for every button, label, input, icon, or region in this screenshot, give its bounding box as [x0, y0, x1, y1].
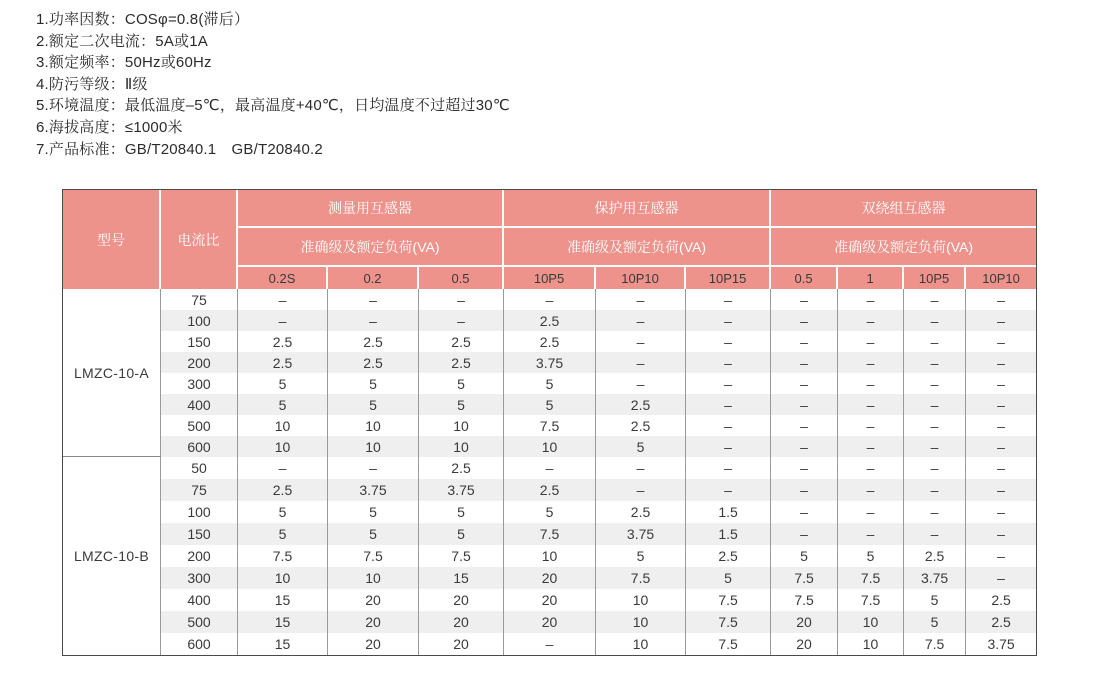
- value-cell: 5: [238, 394, 328, 415]
- value-cell: 15: [238, 633, 328, 655]
- value-cell: 10: [328, 415, 419, 436]
- accuracy-class-header: 10P15: [686, 267, 771, 289]
- value-cell: 5: [596, 545, 686, 567]
- model-column-header: 型号: [63, 190, 161, 289]
- ratio-cell: 200: [161, 352, 238, 373]
- value-cell: 7.5: [686, 633, 771, 655]
- value-cell: 2.5: [419, 331, 504, 352]
- value-cell: 5: [904, 589, 966, 611]
- value-cell: 20: [328, 589, 419, 611]
- value-cell: 5: [686, 567, 771, 589]
- value-cell: –: [328, 289, 419, 310]
- table-row: [63, 545, 1036, 567]
- table-row: [63, 394, 1036, 415]
- value-cell: 3.75: [904, 567, 966, 589]
- value-cell: –: [596, 289, 686, 310]
- table-row: [63, 589, 1036, 611]
- ratio-cell: 600: [161, 436, 238, 457]
- ratio-cell: 100: [161, 310, 238, 331]
- value-cell: –: [966, 415, 1036, 436]
- value-cell: 5: [504, 373, 596, 394]
- value-cell: –: [966, 289, 1036, 310]
- spec-line-altitude: 6.海拔高度：≤1000米: [36, 118, 183, 136]
- table-row: [63, 457, 1036, 479]
- value-cell: 2.5: [238, 331, 328, 352]
- ratings-table: [62, 189, 1037, 656]
- value-cell: –: [686, 479, 771, 501]
- ratio-cell: 75: [161, 289, 238, 310]
- value-cell: 15: [238, 611, 328, 633]
- value-cell: 2.5: [419, 352, 504, 373]
- value-cell: 5: [504, 501, 596, 523]
- value-cell: 20: [328, 611, 419, 633]
- value-cell: 7.5: [771, 589, 838, 611]
- table-row: [63, 479, 1036, 501]
- value-cell: –: [966, 523, 1036, 545]
- spec-line-pollution-class: 4.防污等级：Ⅱ级: [36, 75, 148, 93]
- value-cell: 2.5: [504, 331, 596, 352]
- value-cell: 5: [419, 523, 504, 545]
- value-cell: –: [238, 289, 328, 310]
- spec-list: [36, 9, 510, 160]
- value-cell: 2.5: [686, 545, 771, 567]
- value-cell: –: [686, 436, 771, 457]
- value-cell: 2.5: [596, 415, 686, 436]
- value-cell: 2.5: [966, 611, 1036, 633]
- model-cell: LMZC-10-B: [63, 457, 161, 655]
- value-cell: –: [771, 352, 838, 373]
- value-cell: –: [419, 310, 504, 331]
- ratio-cell: 100: [161, 501, 238, 523]
- value-cell: 20: [419, 633, 504, 655]
- value-cell: 7.5: [838, 567, 904, 589]
- value-cell: –: [596, 352, 686, 373]
- value-cell: –: [838, 479, 904, 501]
- value-cell: –: [771, 415, 838, 436]
- table-row: [63, 415, 1036, 436]
- value-cell: –: [838, 373, 904, 394]
- value-cell: 10: [596, 633, 686, 655]
- value-cell: 20: [504, 567, 596, 589]
- value-cell: –: [838, 523, 904, 545]
- value-cell: 1.5: [686, 523, 771, 545]
- value-cell: –: [838, 457, 904, 479]
- value-cell: –: [966, 352, 1036, 373]
- value-cell: 5: [419, 373, 504, 394]
- value-cell: –: [504, 457, 596, 479]
- value-cell: –: [966, 501, 1036, 523]
- value-cell: 5: [238, 523, 328, 545]
- value-cell: 3.75: [504, 352, 596, 373]
- value-cell: 5: [504, 394, 596, 415]
- value-cell: 5: [328, 394, 419, 415]
- accuracy-class-header: 0.2: [328, 267, 419, 289]
- value-cell: –: [966, 310, 1036, 331]
- value-cell: 15: [419, 567, 504, 589]
- value-cell: 20: [771, 633, 838, 655]
- value-cell: 5: [238, 373, 328, 394]
- value-cell: –: [596, 373, 686, 394]
- value-cell: 7.5: [771, 567, 838, 589]
- value-cell: –: [966, 457, 1036, 479]
- value-cell: 10: [238, 415, 328, 436]
- value-cell: –: [966, 436, 1036, 457]
- value-cell: 10: [419, 415, 504, 436]
- value-cell: 20: [419, 589, 504, 611]
- accuracy-class-header: 0.5: [419, 267, 504, 289]
- ratio-cell: 150: [161, 523, 238, 545]
- value-cell: –: [504, 633, 596, 655]
- value-cell: –: [904, 501, 966, 523]
- value-cell: –: [328, 310, 419, 331]
- value-cell: –: [686, 394, 771, 415]
- value-cell: –: [966, 479, 1036, 501]
- value-cell: 10: [419, 436, 504, 457]
- value-cell: –: [238, 457, 328, 479]
- value-cell: 7.5: [686, 611, 771, 633]
- ratio-column-header: 电流比: [161, 190, 238, 289]
- value-cell: 20: [771, 611, 838, 633]
- ratio-cell: 500: [161, 611, 238, 633]
- accuracy-class-header: 10P5: [904, 267, 966, 289]
- sub-header-dual-winding: 准确级及额定负荷(VA): [771, 228, 1036, 267]
- value-cell: –: [904, 394, 966, 415]
- value-cell: 2.5: [504, 310, 596, 331]
- spec-line-power-factor: 1.功率因数：COSφ=0.8(滞后）: [36, 11, 250, 28]
- value-cell: 2.5: [596, 394, 686, 415]
- value-cell: 10: [504, 436, 596, 457]
- value-cell: –: [904, 352, 966, 373]
- accuracy-class-header: 0.2S: [238, 267, 328, 289]
- value-cell: 7.5: [504, 415, 596, 436]
- value-cell: –: [686, 457, 771, 479]
- value-cell: 10: [838, 633, 904, 655]
- ratio-cell: 75: [161, 479, 238, 501]
- spec-line-product-standard: 7.产品标准：GB/T20840.1 GB/T20840.2: [36, 140, 323, 158]
- group-header-dual-winding: 双绕组互感器: [771, 190, 1036, 228]
- table-row: [63, 331, 1036, 352]
- table-row: [63, 310, 1036, 331]
- ratio-cell: 400: [161, 589, 238, 611]
- value-cell: –: [596, 457, 686, 479]
- value-cell: –: [596, 331, 686, 352]
- value-cell: –: [419, 289, 504, 310]
- value-cell: 7.5: [686, 589, 771, 611]
- value-cell: 7.5: [504, 523, 596, 545]
- value-cell: –: [771, 523, 838, 545]
- group-header-row: [63, 190, 1036, 228]
- value-cell: –: [838, 352, 904, 373]
- table-row: [63, 501, 1036, 523]
- value-cell: 20: [504, 589, 596, 611]
- value-cell: –: [771, 373, 838, 394]
- sub-header-measuring: 准确级及额定负荷(VA): [238, 228, 504, 267]
- value-cell: 10: [838, 611, 904, 633]
- value-cell: –: [966, 545, 1036, 567]
- value-cell: –: [771, 457, 838, 479]
- value-cell: 5: [838, 545, 904, 567]
- value-cell: 2.5: [596, 501, 686, 523]
- value-cell: 5: [771, 545, 838, 567]
- value-cell: 2.5: [966, 589, 1036, 611]
- value-cell: 10: [238, 436, 328, 457]
- value-cell: –: [838, 501, 904, 523]
- value-cell: 10: [504, 545, 596, 567]
- accuracy-class-header: 0.5: [771, 267, 838, 289]
- value-cell: 5: [328, 523, 419, 545]
- value-cell: 20: [419, 611, 504, 633]
- model-cell: LMZC-10-A: [63, 289, 161, 457]
- value-cell: –: [904, 457, 966, 479]
- value-cell: 2.5: [328, 331, 419, 352]
- value-cell: –: [596, 479, 686, 501]
- value-cell: 7.5: [838, 589, 904, 611]
- table-row: [63, 633, 1036, 655]
- value-cell: –: [966, 331, 1036, 352]
- value-cell: 10: [238, 567, 328, 589]
- value-cell: –: [904, 479, 966, 501]
- value-cell: 10: [328, 436, 419, 457]
- table-row: [63, 289, 1036, 310]
- ratio-cell: 150: [161, 331, 238, 352]
- value-cell: –: [686, 352, 771, 373]
- accuracy-class-header: 1: [838, 267, 904, 289]
- value-cell: 2.5: [904, 545, 966, 567]
- value-cell: 20: [328, 633, 419, 655]
- sub-header-protection: 准确级及额定负荷(VA): [504, 228, 771, 267]
- value-cell: 20: [504, 611, 596, 633]
- value-cell: 5: [596, 436, 686, 457]
- value-cell: –: [838, 289, 904, 310]
- value-cell: 2.5: [238, 352, 328, 373]
- spec-line-frequency: 3.额定频率：50Hz或60Hz: [36, 54, 212, 72]
- value-cell: –: [771, 394, 838, 415]
- value-cell: 7.5: [328, 545, 419, 567]
- value-cell: 2.5: [328, 352, 419, 373]
- value-cell: –: [504, 289, 596, 310]
- value-cell: –: [686, 331, 771, 352]
- value-cell: 2.5: [504, 479, 596, 501]
- value-cell: –: [771, 501, 838, 523]
- value-cell: 3.75: [966, 633, 1036, 655]
- value-cell: –: [838, 394, 904, 415]
- value-cell: –: [328, 457, 419, 479]
- value-cell: –: [771, 479, 838, 501]
- ratio-cell: 300: [161, 373, 238, 394]
- ratio-cell: 300: [161, 567, 238, 589]
- value-cell: 5: [419, 501, 504, 523]
- value-cell: –: [686, 373, 771, 394]
- accuracy-class-header: 10P10: [966, 267, 1036, 289]
- value-cell: –: [904, 523, 966, 545]
- table-row: [63, 523, 1036, 545]
- group-header-measuring: 测量用互感器: [238, 190, 504, 228]
- accuracy-class-header: 10P10: [596, 267, 686, 289]
- value-cell: –: [904, 436, 966, 457]
- value-cell: –: [966, 373, 1036, 394]
- ratio-cell: 400: [161, 394, 238, 415]
- value-cell: –: [966, 567, 1036, 589]
- value-cell: 2.5: [238, 479, 328, 501]
- spec-line-secondary-current: 2.额定二次电流：5A或1A: [36, 32, 209, 50]
- value-cell: –: [686, 289, 771, 310]
- value-cell: –: [771, 331, 838, 352]
- value-cell: –: [904, 373, 966, 394]
- value-cell: 7.5: [596, 567, 686, 589]
- group-header-protection: 保护用互感器: [504, 190, 771, 228]
- value-cell: –: [904, 289, 966, 310]
- value-cell: –: [838, 415, 904, 436]
- ratio-cell: 200: [161, 545, 238, 567]
- value-cell: 2.5: [419, 457, 504, 479]
- value-cell: 5: [904, 611, 966, 633]
- value-cell: –: [838, 436, 904, 457]
- value-cell: –: [966, 394, 1036, 415]
- value-cell: 10: [596, 611, 686, 633]
- value-cell: 7.5: [904, 633, 966, 655]
- value-cell: –: [771, 310, 838, 331]
- value-cell: –: [238, 310, 328, 331]
- value-cell: 5: [328, 373, 419, 394]
- accuracy-class-header: 10P5: [504, 267, 596, 289]
- table-row: [63, 373, 1036, 394]
- value-cell: –: [686, 310, 771, 331]
- value-cell: 5: [419, 394, 504, 415]
- value-cell: –: [838, 310, 904, 331]
- value-cell: –: [904, 415, 966, 436]
- value-cell: 3.75: [328, 479, 419, 501]
- value-cell: 3.75: [596, 523, 686, 545]
- value-cell: –: [771, 289, 838, 310]
- value-cell: –: [686, 415, 771, 436]
- ratio-cell: 50: [161, 457, 238, 479]
- value-cell: –: [904, 331, 966, 352]
- value-cell: 5: [238, 501, 328, 523]
- value-cell: –: [904, 310, 966, 331]
- table-row: [63, 611, 1036, 633]
- value-cell: 7.5: [419, 545, 504, 567]
- value-cell: 10: [328, 567, 419, 589]
- value-cell: 10: [596, 589, 686, 611]
- value-cell: 7.5: [238, 545, 328, 567]
- value-cell: –: [771, 436, 838, 457]
- spec-line-ambient-temp: 5.环境温度：最低温度–5℃，最高温度+40℃，日均温度不过超过30℃: [36, 97, 510, 115]
- table-row: [63, 352, 1036, 373]
- value-cell: –: [838, 331, 904, 352]
- table-row: [63, 436, 1036, 457]
- value-cell: 15: [238, 589, 328, 611]
- value-cell: 5: [328, 501, 419, 523]
- value-cell: –: [596, 310, 686, 331]
- ratio-cell: 600: [161, 633, 238, 655]
- value-cell: 3.75: [419, 479, 504, 501]
- ratio-cell: 500: [161, 415, 238, 436]
- table-row: [63, 567, 1036, 589]
- value-cell: 1.5: [686, 501, 771, 523]
